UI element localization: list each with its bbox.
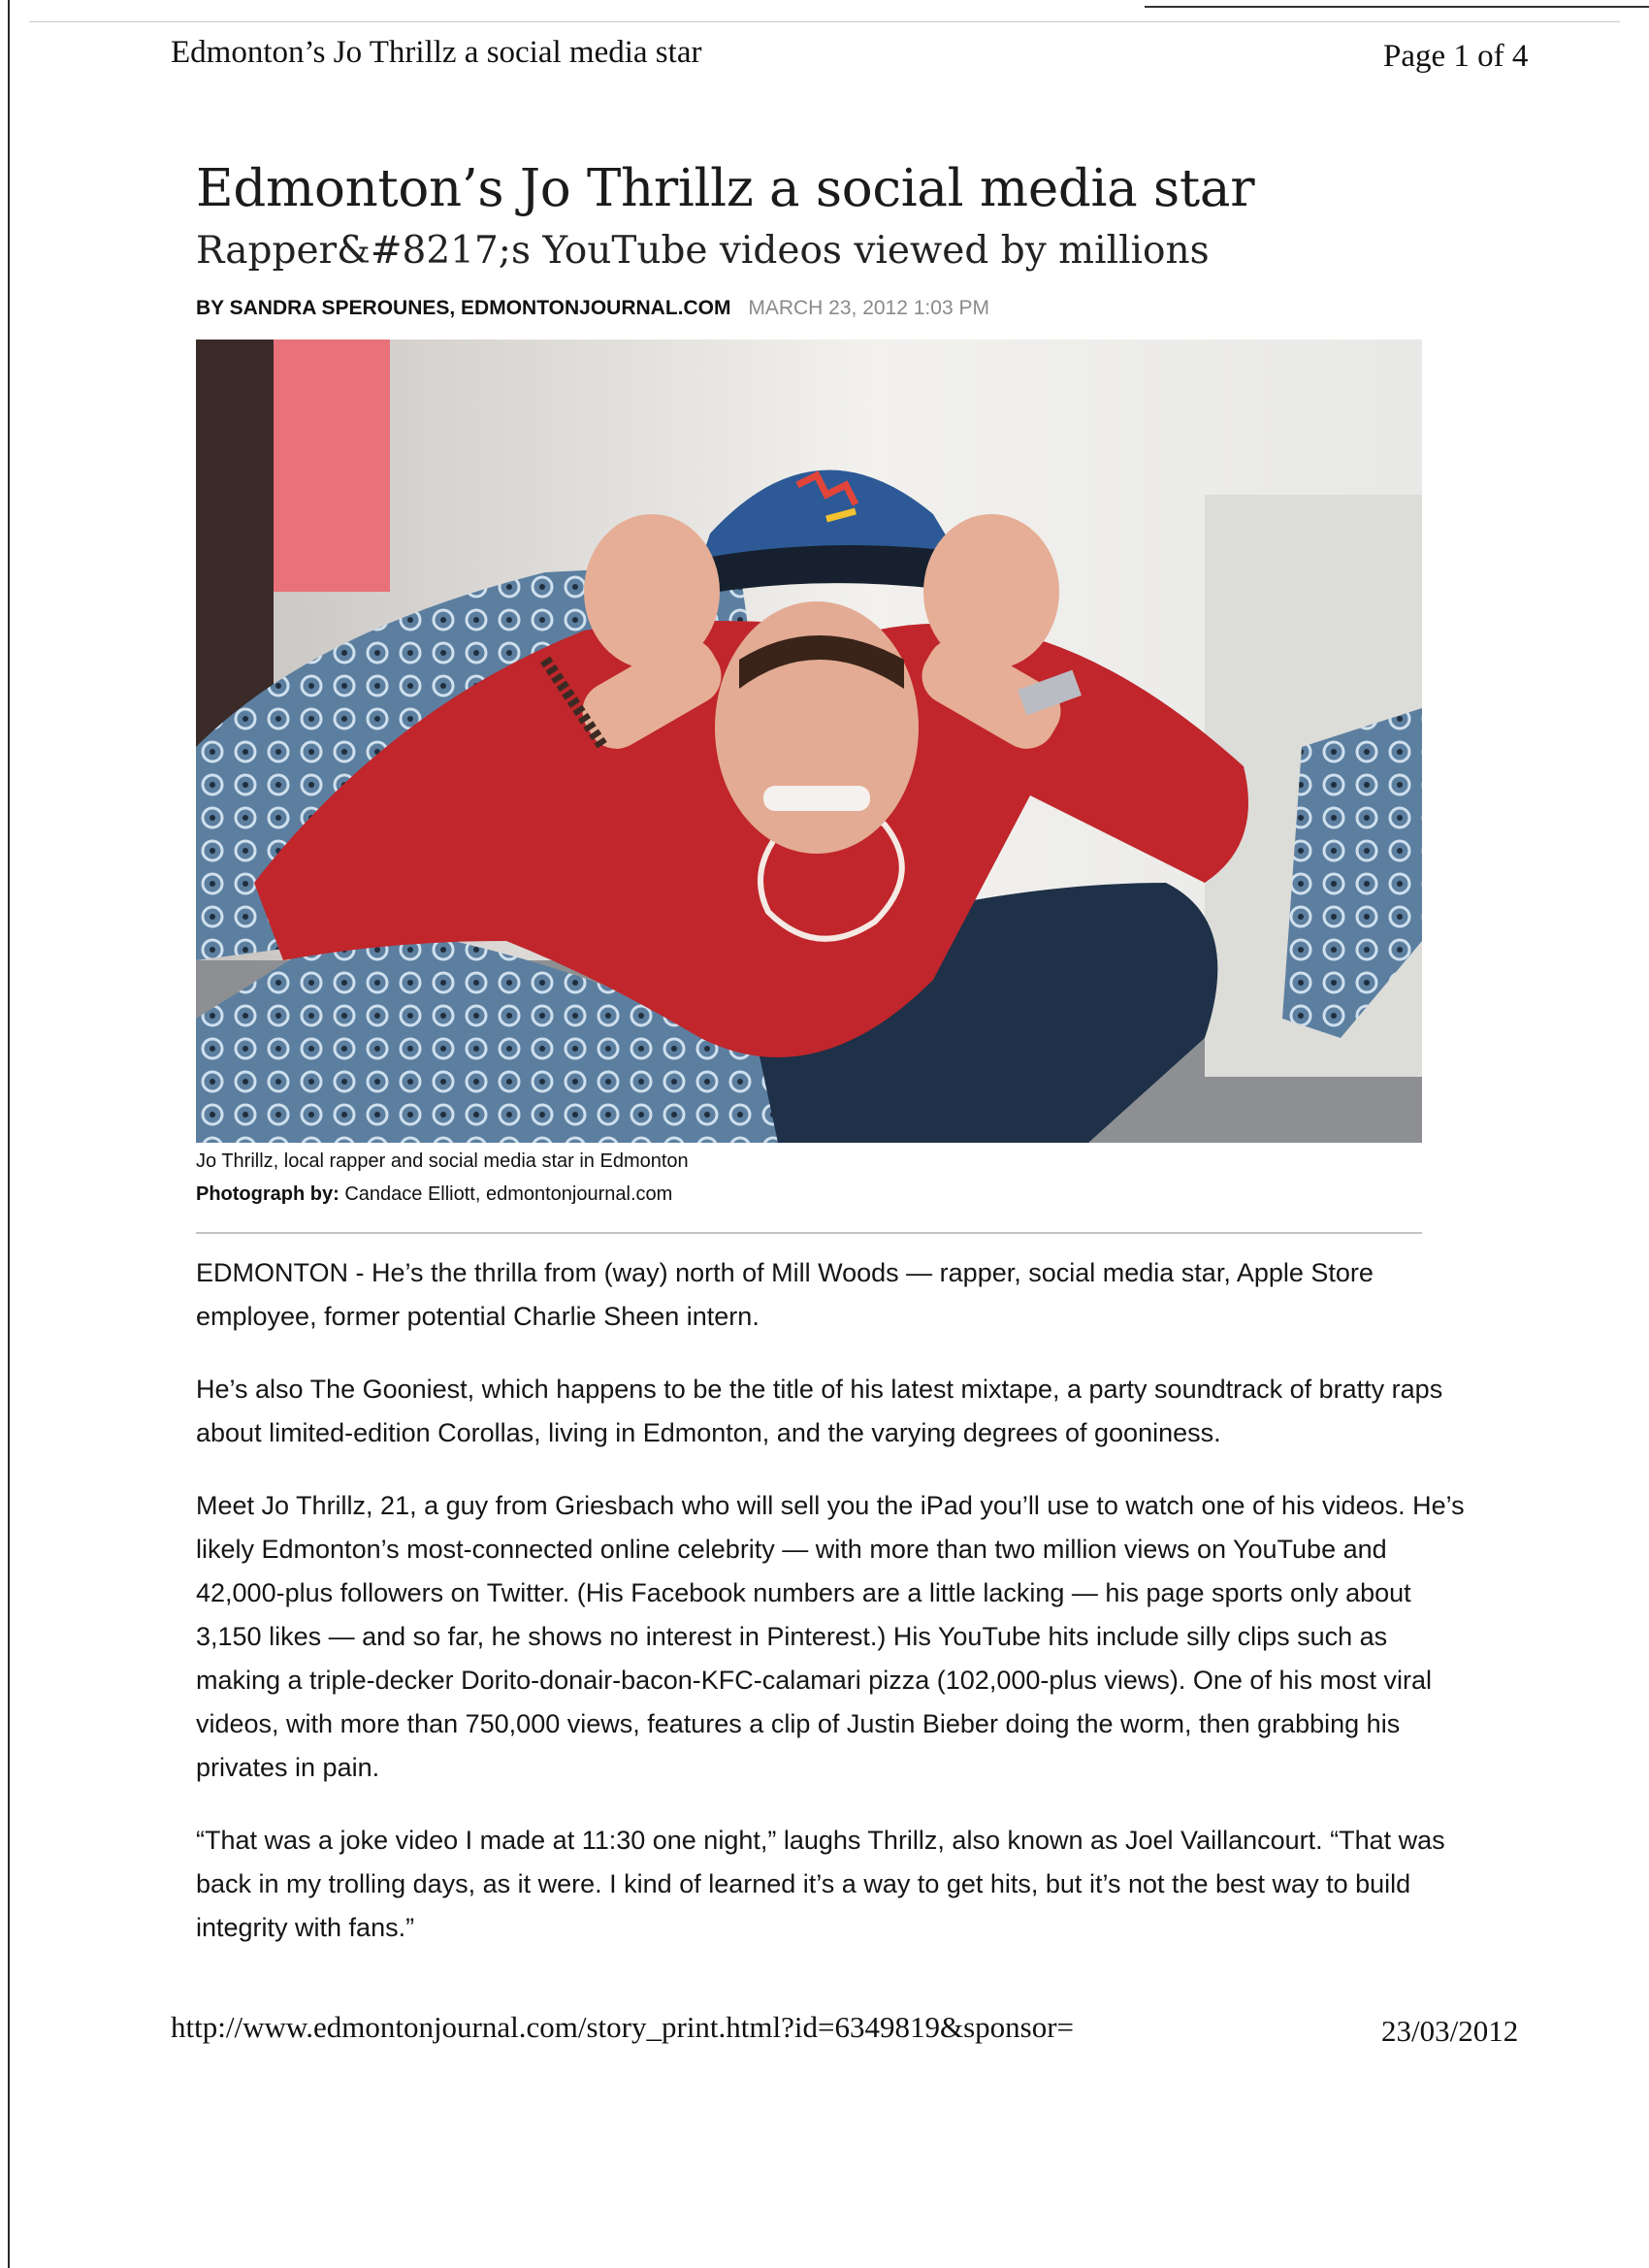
scan-edge	[8, 0, 10, 2268]
photo-caption: Jo Thrillz, local rapper and social media star in Edmonton	[196, 1150, 689, 1172]
article-paragraph: He’s also The Gooniest, which happens to be the title of his latest mixtape, a party soundtrack of bratty raps about limited-edition Corollas, living in Edmonton, and the varying degrees of gooniness.	[196, 1375, 1443, 1447]
photo-credit	[196, 1183, 672, 1206]
divider	[196, 1232, 1422, 1234]
article-subhead: Rapper&#8217;s YouTube videos viewed by millions	[196, 229, 1210, 273]
article-headline: Edmonton’s Jo Thrillz a social media star	[196, 159, 1255, 218]
article-paragraph: EDMONTON - He’s the thrilla from (way) north of Mill Woods — rapper, social media star, Apple Store employee, former potential Charlie Sheen intern.	[196, 1258, 1374, 1331]
photo-credit-label: Photograph by:	[196, 1183, 340, 1205]
article-byline	[196, 297, 989, 320]
article-paragraph: “That was a joke video I made at 11:30 one night,” laughs Thrillz, also known as Joel Vaillancourt. “That was back in my trolling days, as it were. I kind of learned it’s a way to get hits, but it’s not the best way to build integrity with fans.”	[196, 1826, 1445, 1942]
scan-edge-top	[29, 21, 1620, 22]
byline-date: MARCH 23, 2012 1:03 PM	[748, 297, 989, 319]
print-header-title: Edmonton’s Jo Thrillz a social media star	[171, 35, 702, 70]
article-body	[196, 1251, 1476, 1979]
byline-author: BY SANDRA SPEROUNES, EDMONTONJOURNAL.COM	[196, 297, 731, 319]
article-photo	[196, 340, 1422, 1143]
print-footer-date: 23/03/2012	[1381, 2014, 1519, 2048]
article-paragraph: Meet Jo Thrillz, 21, a guy from Griesbach who will sell you the iPad you’ll use to watch one of his videos. He’s likely Edmonton’s most-connected online celebrity — with more than two million views on YouTube and 42,000-plus followers on Twitter. (His Facebook numbers are a little lacking — his page sports only about 3,150 likes — and so far, he shows no interest in Pinterest.) His YouTube hits include silly clips such as making a triple-decker Dorito-donair-bacon-KFC-calamari pizza (102,000-plus views). One of his most viral videos, with more than 750,000 views, features a clip of Justin Bieber doing the worm, then grabbing his privates in pain.	[196, 1491, 1465, 1782]
print-header-page-number: Page 1 of 4	[1383, 39, 1529, 74]
photo-credit-value: Candace Elliott, edmontonjournal.com	[344, 1183, 673, 1205]
scan-edge-top-right	[1145, 6, 1649, 8]
print-footer-url: http://www.edmontonjournal.com/story_print.html?id=6349819&sponsor=	[171, 2010, 1075, 2044]
